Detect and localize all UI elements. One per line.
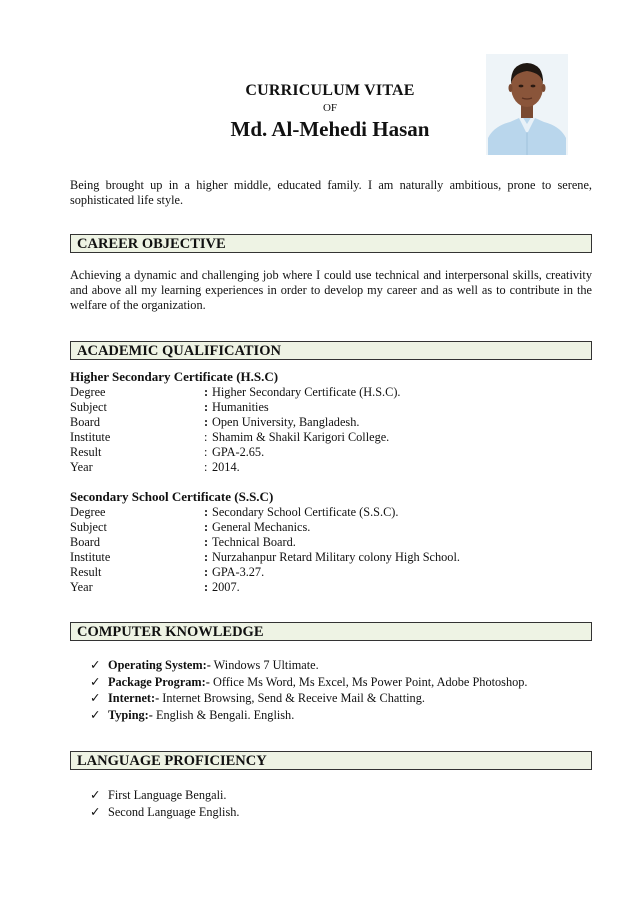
item-value: Internet Browsing, Send & Receive Mail & Chatting. — [159, 691, 425, 705]
row-colon: : — [204, 430, 208, 444]
row-label: Degree — [70, 385, 106, 399]
row-value: Humanities — [212, 400, 269, 414]
row-value: General Mechanics. — [212, 520, 311, 534]
row-label: Year — [70, 580, 93, 594]
row-colon: : — [204, 550, 209, 564]
row-value: 2014. — [212, 460, 240, 474]
section-career-objective: CAREER OBJECTIVE — [70, 234, 592, 253]
language-item — [90, 804, 239, 820]
row-label: Subject — [70, 520, 107, 534]
row-colon: : — [204, 460, 208, 474]
section-language-proficiency: LANGUAGE PROFICIENCY — [70, 751, 592, 770]
row-colon: : — [204, 505, 209, 519]
check-icon: ✓ — [90, 805, 101, 819]
row-label: Result — [70, 565, 102, 579]
item-label: Operating System:- — [108, 658, 211, 672]
check-icon: ✓ — [90, 691, 101, 705]
row-label: Board — [70, 535, 101, 549]
row-colon: : — [204, 415, 209, 429]
document-title: CURRICULUM VITAE — [245, 82, 415, 99]
row-value: GPA-3.27. — [212, 565, 265, 579]
row-label: Institute — [70, 550, 111, 564]
row-value: Open University, Bangladesh. — [212, 415, 360, 429]
row-colon: : — [204, 400, 209, 414]
check-icon: ✓ — [90, 658, 101, 672]
career-objective-text: Achieving a dynamic and challenging job where I could use technical and interpersonal skills, creativity and above all my learning experiences in order to develop my career and as well as to contribute in the welfare of the organization. — [70, 268, 592, 312]
check-icon: ✓ — [90, 708, 101, 722]
hsc-title: Higher Secondary Certificate (H.S.C) — [70, 369, 279, 384]
check-icon: ✓ — [90, 675, 101, 689]
row-label: Degree — [70, 505, 106, 519]
item-label: Typing:- — [108, 708, 153, 722]
item-text: Second Language English. — [108, 805, 240, 819]
row-colon: : — [204, 535, 209, 549]
row-colon: : — [204, 520, 209, 534]
item-text: First Language Bengali. — [108, 788, 227, 802]
computer-item — [90, 707, 294, 723]
check-icon: ✓ — [90, 788, 101, 802]
item-value: English & Bengali. English. — [152, 708, 295, 722]
row-value: 2007. — [212, 580, 240, 594]
ssc-title: Secondary School Certificate (S.S.C) — [70, 489, 274, 504]
row-value: Secondary School Certificate (S.S.C). — [212, 505, 399, 519]
row-value: Higher Secondary Certificate (H.S.C). — [212, 385, 401, 399]
row-colon: : — [204, 385, 209, 399]
item-label: Internet:- — [108, 691, 160, 705]
row-colon: : — [204, 580, 209, 594]
section-computer-knowledge: COMPUTER KNOWLEDGE — [70, 622, 592, 641]
row-value: Technical Board. — [212, 535, 296, 549]
portrait-photo-graphic — [486, 54, 568, 155]
item-value: Windows 7 Ultimate. — [210, 658, 319, 672]
item-value: Office Ms Word, Ms Excel, Ms Power Point, Adobe Photoshop. — [209, 675, 528, 689]
row-label: Board — [70, 415, 101, 429]
computer-item — [90, 674, 527, 690]
row-label: Subject — [70, 400, 107, 414]
row-label: Institute — [70, 430, 111, 444]
candidate-name: Md. Al-Mehedi Hasan — [230, 117, 430, 141]
row-label: Result — [70, 445, 102, 459]
row-colon: : — [204, 445, 208, 459]
portrait-photo — [486, 54, 568, 155]
row-value: Nurzahanpur Retard Military colony High School. — [212, 550, 460, 564]
row-value: Shamim & Shakil Karigori College. — [212, 430, 390, 444]
row-value: GPA-2.65. — [212, 445, 265, 459]
document-title-of: OF — [322, 102, 338, 114]
section-academic-qualification: ACADEMIC QUALIFICATION — [70, 341, 592, 360]
language-item — [90, 787, 227, 803]
computer-item — [90, 657, 319, 673]
row-label: Year — [70, 460, 93, 474]
item-label: Package Program:- — [108, 675, 210, 689]
row-colon: : — [204, 565, 209, 579]
intro-paragraph: Being brought up in a higher middle, educated family. I am naturally ambitious, prone to serene, sophisticated life style. — [70, 178, 592, 207]
computer-item — [90, 690, 425, 706]
